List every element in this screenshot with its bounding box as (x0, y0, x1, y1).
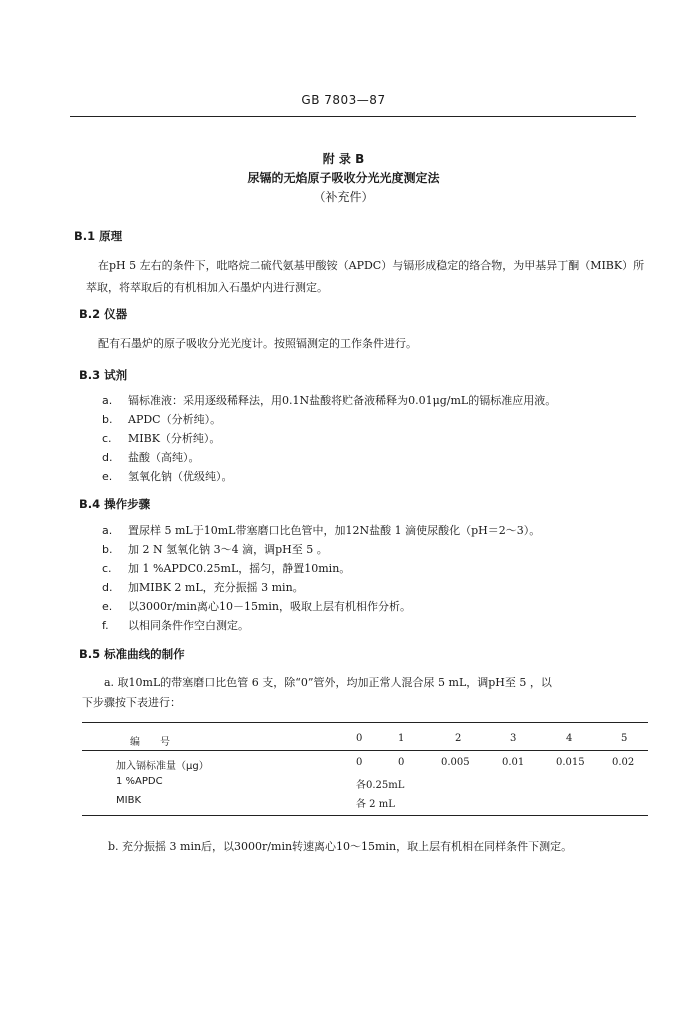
table-bottom-rule (82, 815, 648, 816)
list-item: e. 以3000r/min离心10－15min，吸取上层有机相作分析。 (102, 600, 412, 613)
list-item: b. 加 2 N 氢氧化钠 3～4 滴，调pH至 5 。 (102, 543, 328, 556)
section-intro-b5: a. 取10mL的带塞磨口比色管 6 支，除“0”管外，均加正常人混合尿 5 mL，调pH至 5 ，以 (104, 676, 552, 689)
list-item: d. 盐酸（高纯）。 (102, 451, 200, 464)
standard-code-header: GB 7803—87 (301, 93, 386, 107)
section-heading-b4: B.4 操作步骤 (79, 497, 151, 511)
appendix-note: （补充件） (313, 190, 374, 204)
section-heading-b2: B.2 仪器 (79, 307, 128, 321)
table-header-cell: 3 (510, 733, 517, 744)
table-row-label: MIBK (116, 795, 141, 806)
table-cell: 0.005 (441, 757, 470, 768)
header-rule (70, 116, 636, 117)
table-cell: 0 (398, 757, 405, 768)
table-top-rule (82, 722, 648, 723)
appendix-label: 附 录 B (322, 152, 365, 166)
list-item: c. MIBK（分析纯）。 (102, 432, 221, 445)
table-header-label: 编 号 (130, 737, 170, 748)
section-heading-b3: B.3 试剂 (79, 368, 128, 382)
table-header-cell: 1 (398, 733, 405, 744)
table-cell: 0.015 (556, 757, 585, 768)
table-header-cell: 2 (455, 733, 462, 744)
section-heading-b5: B.5 标准曲线的制作 (79, 647, 185, 661)
section-text-b2: 配有石墨炉的原子吸收分光光度计。按照镉测定的工作条件进行。 (98, 337, 417, 350)
table-cell: 0.01 (502, 757, 525, 768)
table-cell-merged: 各 2 mL (356, 799, 395, 810)
list-item: c. 加 1 %APDC0.25mL，摇匀，静置10min。 (102, 562, 351, 575)
table-header-cell: 5 (621, 733, 628, 744)
section-text-b1: 在pH 5 左右的条件下，吡咯烷二硫代氨基甲酸铵（APDC）与镉形成稳定的络合物，为甲基异丁酮（MIBK）所萃取，将萃取后的有机相加入石墨炉内进行测定。 (86, 259, 645, 294)
table-row-label: 加入镉标准量（μg） (116, 761, 209, 772)
table-row-label: 1 %APDC (116, 776, 163, 787)
list-item: b. APDC（分析纯）。 (102, 413, 222, 426)
table-cell: 0.02 (612, 757, 635, 768)
list-item: e. 氢氧化钠（优级纯）。 (102, 470, 233, 483)
section-intro-b5-cont: 下步骤按下表进行： (82, 696, 181, 709)
table-cell: 0 (356, 757, 363, 768)
table-cell-merged: 各0.25mL (356, 780, 405, 791)
list-item: a. 置尿样 5 mL于10mL带塞磨口比色管中，加12N盐酸 1 滴使尿酸化（pH＝2～3）。 (102, 524, 541, 537)
table-header-cell: 0 (356, 733, 363, 744)
list-item: d. 加MIBK 2 mL，充分振摇 3 min。 (102, 581, 304, 594)
table-header-rule (82, 750, 648, 751)
list-item: a. 镉标准液：采用逐级稀释法，用0.1N盐酸将贮备液稀释为0.01μg/mL的镉标准应用液。 (102, 394, 557, 407)
table-header-cell: 4 (566, 733, 573, 744)
section-heading-b1: B.1 原理 (74, 229, 123, 243)
appendix-title: 尿镉的无焰原子吸收分光光度测定法 (247, 171, 440, 185)
section-step-b5-b: b. 充分振摇 3 min后，以3000r/min转速离心10～15min，取上层有机相在同样条件下测定。 (108, 840, 573, 853)
list-item: f. 以相同条件作空白测定。 (102, 619, 249, 632)
